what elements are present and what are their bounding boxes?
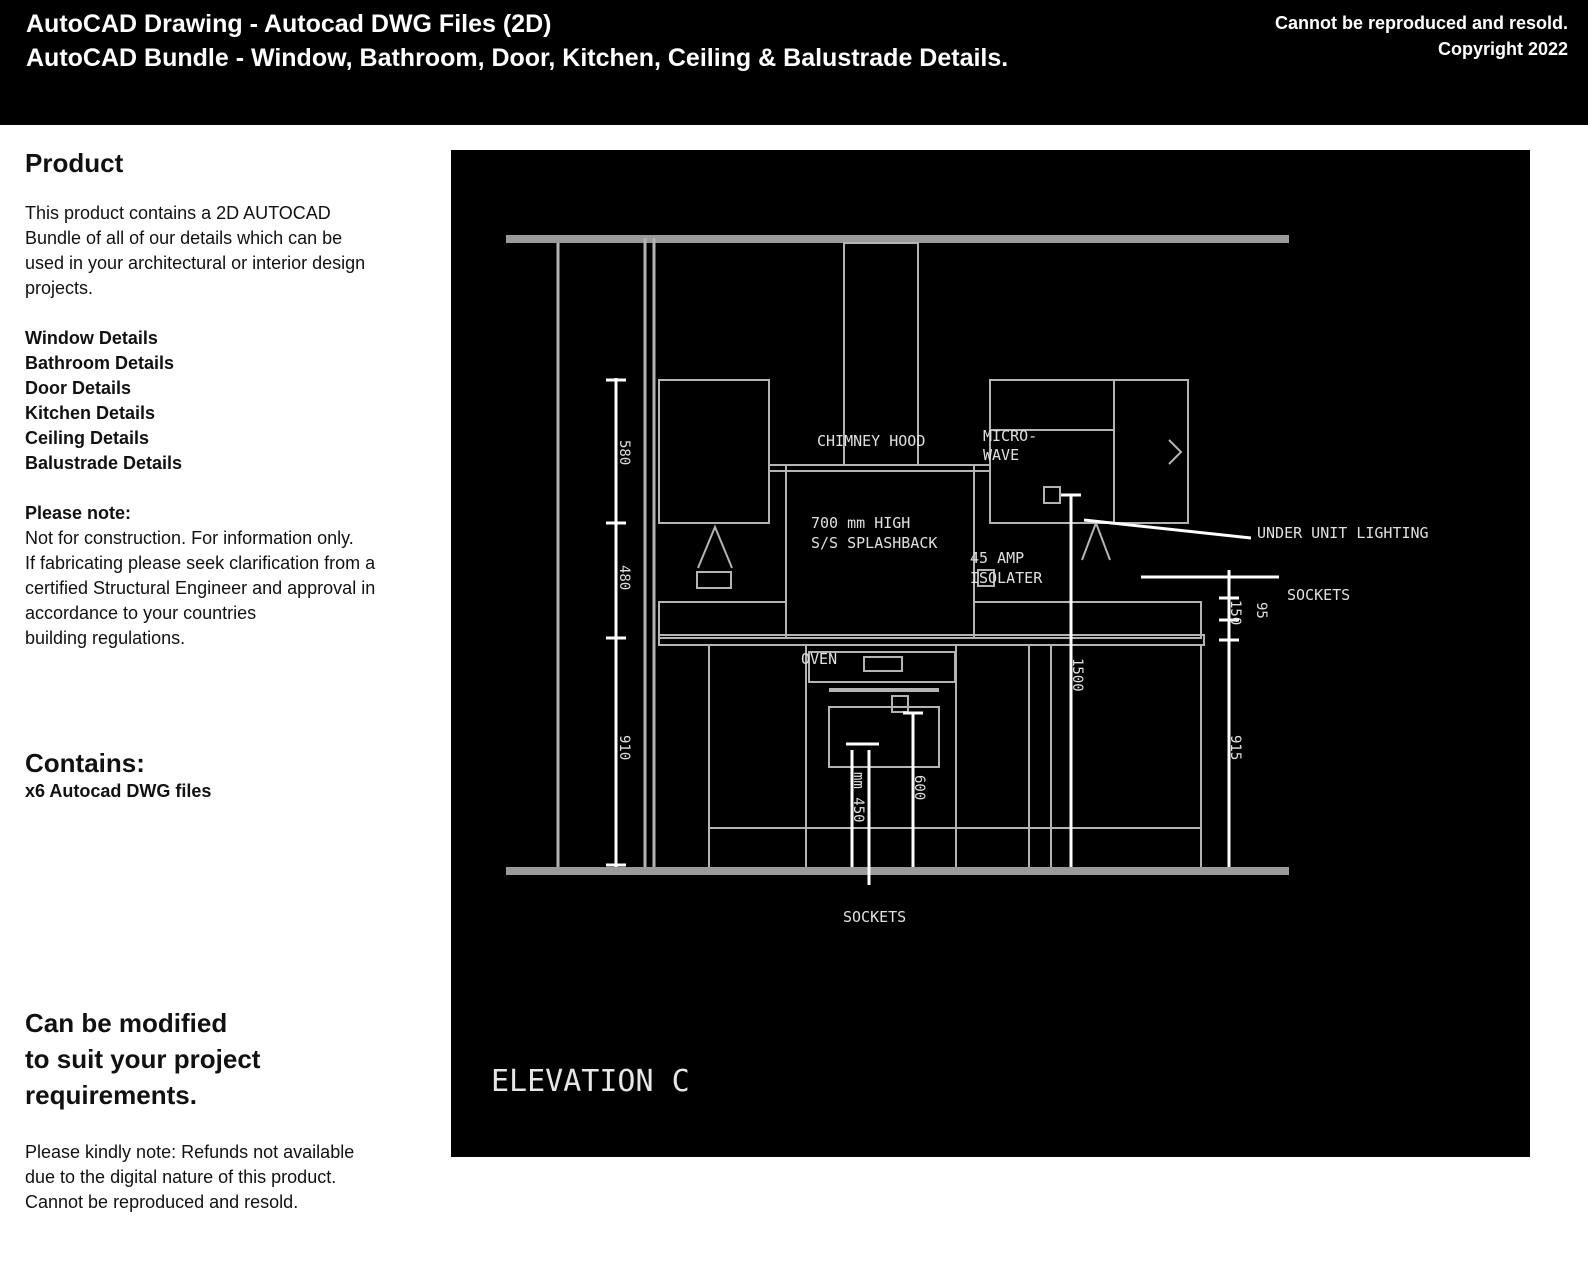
label-micro: MICRO- [983, 427, 1038, 445]
refund-line: Cannot be reproduced and resold. [25, 1192, 299, 1212]
note-line: certified Structural Engineer and approval in [25, 578, 376, 598]
upper-cabinet-left [659, 380, 769, 523]
microwave-cabinet [990, 380, 1188, 523]
refund-line: due to the digital nature of this product. [25, 1167, 337, 1187]
note-line: accordance to your countries [25, 603, 257, 623]
refund-note [25, 1140, 415, 1215]
label-isolater: ISOLATER [970, 569, 1043, 587]
contains-section [25, 748, 415, 804]
dim-95: 95 [1253, 602, 1269, 619]
header-bar [0, 0, 1588, 125]
label-sockets-right: SOCKETS [1287, 586, 1351, 604]
label-oven: OVEN [801, 650, 838, 668]
label-splash-2: S/S SPLASHBACK [811, 534, 938, 552]
oven-display [864, 657, 902, 671]
note-heading: Please note: [25, 503, 132, 523]
description-line: used in your architectural or interior design [25, 253, 366, 273]
description-line: This product contains a 2D AUTOCAD [25, 203, 331, 223]
label-chimney-hood: CHIMNEY HOOD [817, 432, 926, 450]
floor-line [506, 867, 1289, 875]
dim-150: 150 [1227, 600, 1243, 626]
modify-heading [25, 1005, 415, 1113]
wall-strip [659, 602, 786, 638]
door-swing [1169, 440, 1181, 464]
modify-line: requirements. [25, 1080, 197, 1110]
oven-switch [892, 696, 908, 712]
note-line: If fabricating please seek clarification from a [25, 553, 376, 573]
list-item: Bathroom Details [25, 353, 175, 373]
microwave-switch [1044, 487, 1060, 503]
modify-line: to suit your project [25, 1044, 261, 1074]
label-under-unit: UNDER UNIT LIGHTING [1257, 524, 1429, 542]
modify-line: Can be modified [25, 1008, 228, 1038]
list-item: Balustrade Details [25, 453, 183, 473]
label-wave: WAVE [983, 446, 1020, 464]
dim-910: 910 [616, 735, 632, 761]
list-item: Door Details [25, 378, 132, 398]
refund-section [25, 1140, 415, 1215]
dim-480: 480 [616, 565, 632, 591]
label-sockets-bottom: SOCKETS [843, 908, 907, 926]
dim-915: 915 [1227, 735, 1243, 761]
product-section [25, 148, 415, 651]
contains-heading: Contains: [25, 748, 145, 778]
details-list [25, 326, 415, 476]
notice-line: Cannot be reproduced and resold. [1274, 13, 1568, 33]
list-item: Window Details [25, 328, 158, 348]
note-text [25, 526, 415, 651]
page-title: AutoCAD Drawing - Autocad DWG Files (2D) [26, 10, 552, 38]
ceiling-line [506, 235, 1289, 243]
label-splash-1: 700 mm HIGH [811, 514, 911, 532]
list-item: Kitchen Details [25, 403, 156, 423]
copyright-line: Copyright 2022 [1437, 39, 1568, 59]
contains-item: x6 Autocad DWG files [25, 781, 212, 801]
light-fixture [698, 527, 732, 568]
note-line: building regulations. [25, 628, 186, 648]
light-fixture [1082, 523, 1110, 560]
label-amp: 45 AMP [970, 549, 1025, 567]
socket-box [697, 572, 731, 588]
description-line: Bundle of all of our details which can be [25, 228, 343, 248]
dim-580: 580 [616, 440, 632, 466]
copyright-notice [1275, 10, 1568, 62]
elevation-svg [451, 150, 1530, 1157]
modify-section [25, 1005, 415, 1113]
description-line: projects. [25, 278, 94, 298]
dim-450: mm 450 [850, 772, 866, 823]
cad-drawing [451, 150, 1530, 1157]
dim-600: 600 [911, 775, 927, 801]
elevation-title: ELEVATION C [491, 1064, 690, 1099]
wall-strip [974, 602, 1201, 638]
page-subtitle: AutoCAD Bundle - Window, Bathroom, Door, Kitchen, Ceiling & Balustrade Details. [26, 44, 1009, 72]
dim-1500: 1500 [1069, 658, 1085, 692]
list-item: Ceiling Details [25, 428, 150, 448]
product-description [25, 201, 415, 301]
oven-window [829, 707, 939, 767]
countertop [659, 635, 1204, 645]
note-line: Not for construction. For information only. [25, 528, 354, 548]
refund-line: Please kindly note: Refunds not available [25, 1142, 355, 1162]
product-heading: Product [25, 148, 124, 178]
